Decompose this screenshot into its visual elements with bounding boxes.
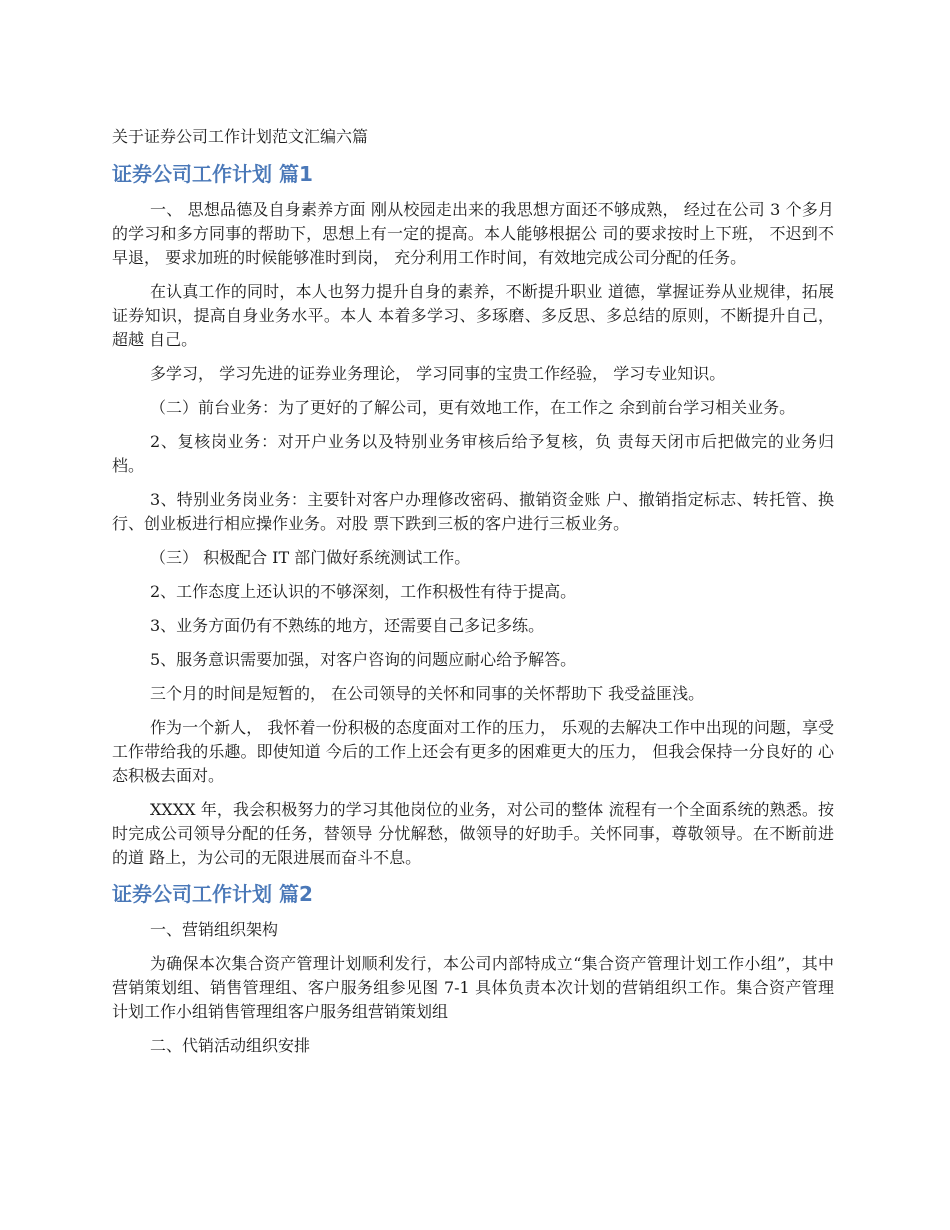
document-title: 关于证券公司工作计划范文汇编六篇 — [112, 127, 369, 146]
paragraph: 二、代销活动组织安排 — [150, 1036, 311, 1055]
paragraph: 作为一个新人， 我怀着一份积极的态度面对工作的压力， 乐观的去解决工作中出现的问题，享受工作带给我的乐趣。即使知道 今后的工作上还会有更多的困难更大的压力， 但我会保持一分良好的 心态积极去面对。 — [112, 718, 834, 785]
paragraph: 2、工作态度上还认识的不够深刻，工作积极性有待于提高。 — [150, 582, 577, 601]
paragraph: XXXX 年，我会积极努力的学习其他岗位的业务，对公司的整体 流程有一个全面系统的熟悉。按时完成公司领导分配的任务，替领导 分忧解愁，做领导的好助手。关怀同事，尊敬领导。在不断前进的道 路上，为公司的无限进展而奋斗不息。 — [112, 800, 834, 867]
paragraph: 在认真工作的同时，本人也努力提升自身的素养，不断提升职业 道德，掌握证券从业规律，拓展证券知识，提高自身业务水平。本人 本着多学习、多琢磨、多反思、多总结的原则，不断提升自己，超越 自己。 — [112, 282, 834, 349]
paragraph: 3、业务方面仍有不熟练的地方，还需要自己多记多练。 — [150, 616, 545, 635]
section-1 — [112, 160, 834, 870]
paragraph: 5、服务意识需要加强，对客户咨询的问题应耐心给予解答。 — [150, 650, 577, 669]
paragraph: 2、复核岗业务：对开户业务以及特别业务审核后给予复核，负 责每天闭市后把做完的业务归档。 — [112, 432, 834, 475]
paragraph: 三个月的时间是短暂的， 在公司领导的关怀和同事的关怀帮助下 我受益匪浅。 — [150, 684, 705, 703]
paragraph: 一、营销组织架构 — [150, 920, 279, 939]
paragraph: 为确保本次集合资产管理计划顺利发行，本公司内部特成立“集合资产管理计划工作小组”，其中营销策划组、销售管理组、客户服务组参见图 7-1 具体负责本次计划的营销组织工作。集合资产管理计划工作小组销售管理组客户服务组营销策划组 — [112, 954, 834, 1021]
paragraph: 多学习， 学习先进的证券业务理论， 学习同事的宝贵工作经验， 学习专业知识。 — [150, 364, 726, 383]
paragraph: （二）前台业务：为了更好的了解公司，更有效地工作，在工作之 余到前台学习相关业务。 — [150, 398, 796, 417]
paragraph: 3、特别业务岗业务：主要针对客户办理修改密码、撤销资金账 户、撤销指定标志、转托管、换行、创业板进行相应操作业务。对股 票下跌到三板的客户进行三板业务。 — [112, 490, 834, 533]
section-heading: 证券公司工作计划 篇1 — [112, 162, 313, 186]
paragraph: 一、 思想品德及自身素养方面 刚从校园走出来的我思想方面还不够成熟， 经过在公司 3 个多月 的学习和多方同事的帮助下，思想上有一定的提高。本人能够根据公 司的要求按时上下班， 不迟到不早退， 要求加班的时候能够准时到岗， 充分利用工作时间，有效地完成公司分配的任务。 — [112, 200, 834, 267]
section-2 — [112, 880, 834, 1058]
paragraph: （三） 积极配合 IT 部门做好系统测试工作。 — [150, 548, 471, 567]
section-heading: 证券公司工作计划 篇2 — [112, 882, 313, 906]
document-page — [112, 124, 834, 1068]
